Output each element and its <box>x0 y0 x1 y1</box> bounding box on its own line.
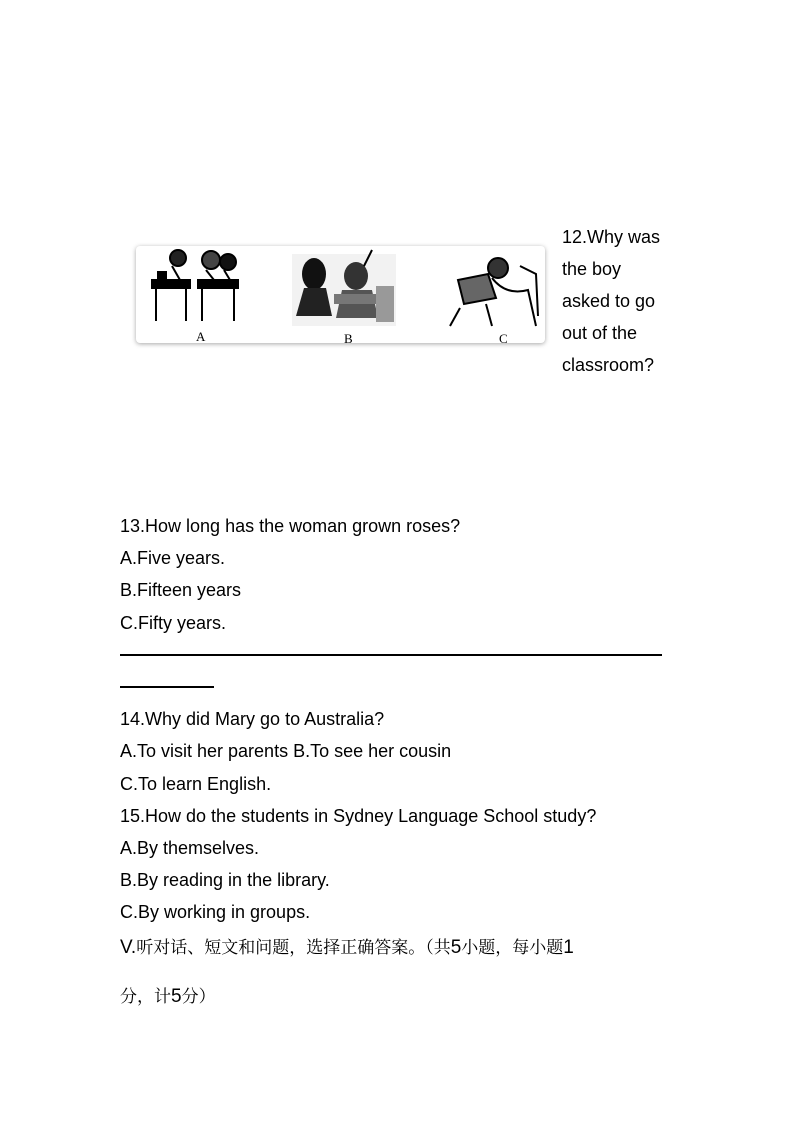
picture-label-a: A <box>196 329 206 344</box>
q15-option-a: A.By themselves. <box>120 838 260 858</box>
q13-option-c: C.Fifty years. <box>120 613 227 633</box>
q12-picture-panel <box>136 246 545 346</box>
q14-question: 14.Why did Mary go to Australia? <box>120 709 385 729</box>
section-5-text-d: 分） <box>181 987 216 1007</box>
section-5-heading <box>120 937 574 959</box>
section-5-text-a: 听对话、短文和问题，选择正确答案。（共 <box>136 938 451 958</box>
picture-a-drawing <box>152 250 238 321</box>
answer-rule-long <box>120 654 662 656</box>
section-5-text-b: 小题，每小题 <box>461 938 564 958</box>
picture-label-b: B <box>344 331 353 346</box>
section-5-heading-cont <box>120 986 216 1008</box>
q12-line-3: asked to go <box>562 291 656 311</box>
q12-line-4: out of the <box>562 323 638 343</box>
section-5-num-c: 5 <box>171 986 182 1007</box>
q15-question: 15.How do the students in Sydney Language School study? <box>120 806 597 826</box>
q12-line-2: the boy <box>562 259 622 279</box>
q13-option-b: B.Fifteen years <box>120 580 242 600</box>
picture-b-drawing <box>292 250 396 326</box>
q14-options-line-2: C.To learn English. <box>120 774 272 794</box>
answer-rule-short <box>120 686 214 688</box>
q12-line-1: 12.Why was <box>562 227 661 247</box>
picture-label-c: C <box>499 331 508 346</box>
q13-question: 13.How long has the woman grown roses? <box>120 516 461 536</box>
section-5-text-c: 分，计 <box>120 987 171 1007</box>
q14-options-line-1: A.To visit her parents B.To see her cousin <box>120 741 452 761</box>
section-5-num-b: 1 <box>563 937 574 958</box>
picture-c-drawing <box>450 258 538 326</box>
q13-option-a: A.Five years. <box>120 548 226 568</box>
section-5-roman: V. <box>120 937 137 958</box>
q12-line-5: classroom? <box>562 355 655 375</box>
section-5-num-a: 5 <box>450 937 462 958</box>
q15-option-c: C.By working in groups. <box>120 902 311 922</box>
q15-option-b: B.By reading in the library. <box>120 870 330 890</box>
